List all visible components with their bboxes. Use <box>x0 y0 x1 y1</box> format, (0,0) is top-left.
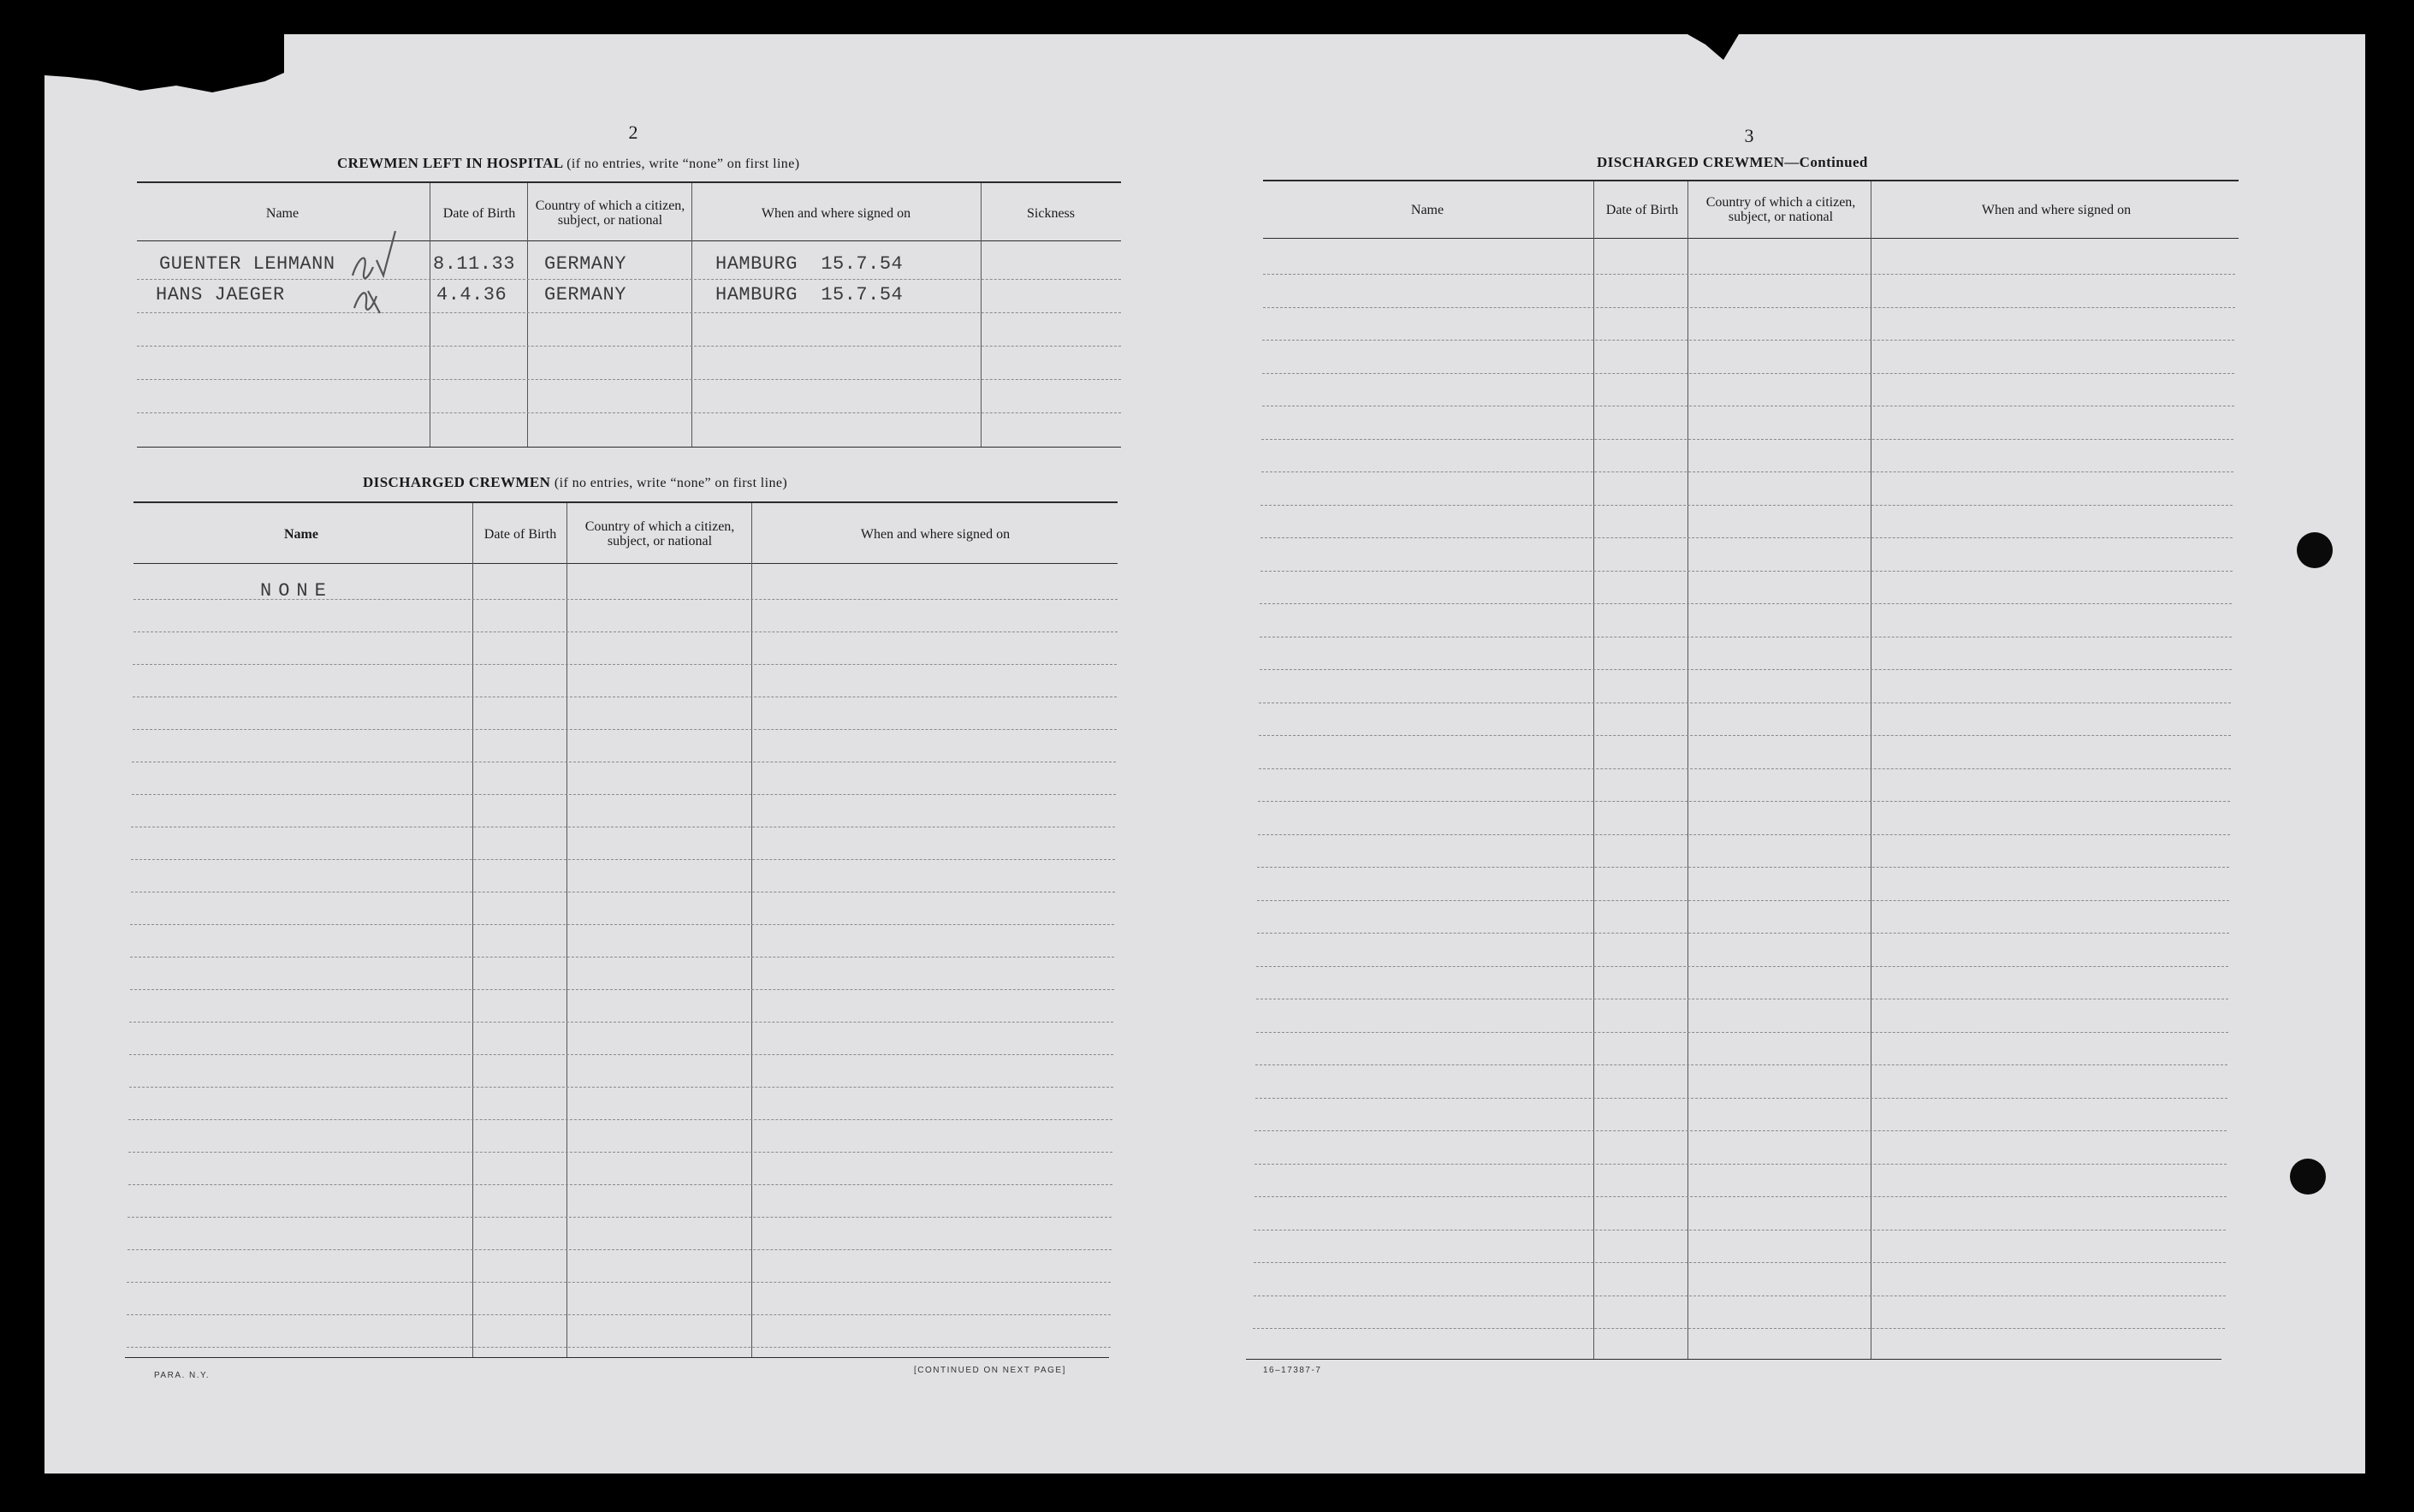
row-line <box>1255 1064 2227 1065</box>
row-line <box>1257 900 2229 901</box>
punch-hole-icon <box>2297 532 2333 568</box>
row-line <box>1257 933 2229 934</box>
row-line <box>132 794 1116 795</box>
discharged-header-signed-on: When and where signed on <box>860 526 1011 542</box>
discharged-header-dob: Date of Birth <box>483 526 557 542</box>
row-line <box>133 664 1117 665</box>
row-line <box>137 379 1121 380</box>
row-line <box>1261 439 2233 440</box>
column-divider <box>527 183 528 447</box>
row-line <box>1253 1328 2225 1329</box>
hospital-title-text: CREWMEN LEFT IN HOSPITAL <box>337 155 563 171</box>
row-line <box>130 924 1114 925</box>
row-line <box>133 729 1117 730</box>
discharged-header-country: Country of which a citizen, subject, or national <box>584 519 735 548</box>
row-line <box>127 1314 1111 1315</box>
row-line <box>1254 1196 2227 1197</box>
discharged-header-name: Name <box>284 526 318 542</box>
row-line <box>1262 340 2234 341</box>
header-bottom-rule <box>137 240 1121 241</box>
row-line <box>129 1054 1113 1055</box>
page-number-right: 3 <box>1744 125 1754 146</box>
hospital-row-2-dob: 4.4.36 <box>436 284 507 305</box>
row-line <box>1254 1164 2227 1165</box>
row-line <box>1258 801 2230 802</box>
row-line <box>128 1217 1112 1218</box>
table-top-rule <box>137 181 1121 183</box>
column-divider <box>691 183 692 447</box>
header-bottom-rule <box>1263 238 2239 239</box>
row-line <box>1255 1098 2227 1099</box>
row-line <box>129 1022 1113 1023</box>
column-divider <box>1687 181 1688 1359</box>
row-line <box>137 346 1121 347</box>
row-line <box>1260 603 2232 604</box>
row-line <box>1256 1032 2228 1033</box>
row-line <box>129 1087 1113 1088</box>
row-line <box>131 859 1115 860</box>
hospital-header-signed-on: When and where signed on <box>761 205 911 221</box>
hospital-header-name: Name <box>265 205 300 221</box>
row-line <box>1263 274 2235 275</box>
row-line <box>127 1282 1111 1283</box>
discharged-title-note: (if no entries, write “none” on first line) <box>554 476 788 490</box>
row-line <box>137 412 1121 413</box>
discharged-title-text: DISCHARGED CREWMEN <box>363 474 551 490</box>
hospital-title-note: (if no entries, write “none” on first line) <box>566 157 800 171</box>
row-line <box>1254 1130 2227 1131</box>
column-divider <box>1593 181 1594 1359</box>
hospital-row-1-dob: 8.11.33 <box>433 253 515 275</box>
row-line <box>1257 867 2229 868</box>
discharged-continued-title: DISCHARGED CREWMEN—Continued <box>1597 154 1868 170</box>
hospital-row-1-name: GUENTER LEHMANN <box>159 253 335 275</box>
row-line <box>1258 834 2230 835</box>
hospital-row-2-country: GERMANY <box>544 284 626 305</box>
form-number: 16–17387-7 <box>1263 1366 1322 1375</box>
right-header-dob: Date of Birth <box>1605 202 1679 217</box>
table-bottom-rule <box>125 1357 1109 1358</box>
right-header-country: Country of which a citizen, subject, or national <box>1705 195 1856 224</box>
page-number-left: 2 <box>628 122 638 143</box>
hospital-row-1-country: GERMANY <box>544 253 626 275</box>
row-line <box>1260 505 2233 506</box>
row-line <box>1259 735 2231 736</box>
hospital-row-2-signed-on: HAMBURG 15.7.54 <box>715 284 904 305</box>
row-line <box>133 631 1118 632</box>
row-line <box>1259 768 2231 769</box>
row-line <box>128 1119 1112 1120</box>
hospital-row-2-name: HANS JAEGER <box>156 284 285 305</box>
right-header-name: Name <box>1410 202 1444 217</box>
table-top-rule <box>1263 180 2239 181</box>
row-line <box>1256 966 2228 967</box>
table-top-rule <box>133 501 1118 503</box>
row-line <box>1260 537 2233 538</box>
hospital-header-country: Country of which a citizen, subject, or national <box>535 199 685 228</box>
hospital-header-sickness: Sickness <box>1027 205 1075 221</box>
discharged-section-title <box>363 474 787 491</box>
row-line <box>127 1347 1111 1348</box>
table-bottom-rule <box>137 447 1121 448</box>
header-bottom-rule <box>133 563 1118 564</box>
hospital-row-1-signed-on: HAMBURG 15.7.54 <box>715 253 904 275</box>
row-line <box>130 989 1114 990</box>
punch-hole-icon <box>2290 1159 2326 1195</box>
row-line <box>128 1184 1112 1185</box>
continued-note: [CONTINUED ON NEXT PAGE] <box>914 1366 1066 1375</box>
row-line <box>1262 373 2234 374</box>
row-line <box>1254 1262 2226 1263</box>
table-bottom-rule <box>1246 1359 2221 1360</box>
printer-mark: PARA. N.Y. <box>154 1371 211 1380</box>
row-line <box>1260 571 2233 572</box>
row-line <box>137 312 1121 313</box>
row-line <box>128 1152 1112 1153</box>
row-line <box>1261 471 2233 472</box>
discharged-none-entry: NONE <box>260 580 333 602</box>
right-header-signed-on: When and where signed on <box>1981 202 2132 217</box>
row-line <box>1260 669 2232 670</box>
row-line <box>1263 307 2235 308</box>
initials-mark-icon <box>342 224 402 318</box>
column-divider <box>981 183 982 447</box>
hospital-section-title <box>337 155 799 172</box>
hospital-header-dob: Date of Birth <box>442 205 516 221</box>
row-line <box>137 279 1121 280</box>
row-line <box>128 1249 1112 1250</box>
row-line <box>130 957 1114 958</box>
